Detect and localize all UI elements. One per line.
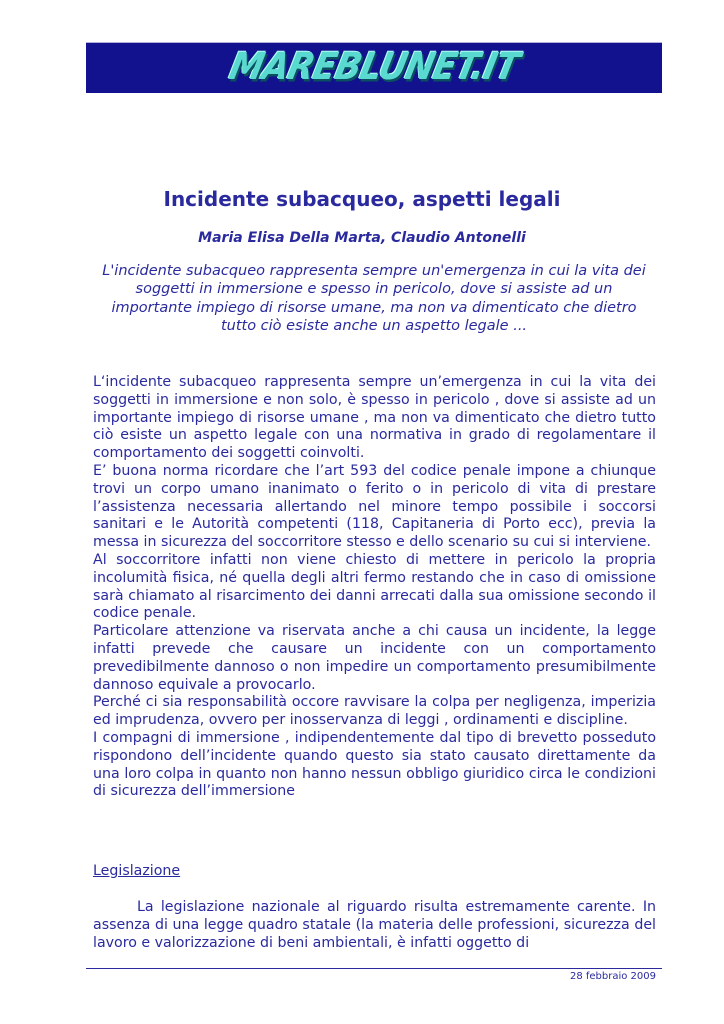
site-logo[interactable]: MAREBLUNET.IT (225, 45, 523, 89)
article-title: Incidente subacqueo, aspetti legali (163, 187, 561, 211)
footer-divider (86, 968, 662, 969)
body-paragraph: Perché ci sia responsabilità occore ravvisare la colpa per negligenza, imperizia ed imprudenza, ovvero per inosservanza di leggi , ordinamenti e discipline. (93, 694, 656, 729)
section-paragraph: La legislazione nazionale al riguardo risulta estremamente carente. In assenza di una legge quadro statale (la materia delle professioni, sicurezza del lavoro e valorizzazione di beni ambientali, è infatti oggetto di (93, 899, 656, 951)
article-abstract: L'incidente subacqueo rappresenta sempre un'emergenza in cui la vita dei soggetti in immersione e spesso in pericolo, dove si assiste ad un importante impiego di risorse umane, ma non va dimenticato che dietro tutto ciò esiste anche un aspetto legale ... (102, 263, 646, 335)
body-paragraph: Al soccorritore infatti non viene chiesto di mettere in pericolo la propria incolumità fisica, né quella degli altri fermo restando che in caso di omissione sarà chiamato al risarcimento dei danni arrecati dalla sua omissione secondo il codice penale. (93, 551, 656, 622)
body-paragraph: L‘incidente subacqueo rappresenta sempre un’emergenza in cui la vita dei soggetti in immersione e non solo, è spesso in pericolo , dove si assiste ad un importante impiego di risorse umane , ma non va dimenticato che dietro tutto ciò esiste un aspetto legale con una normativa in grado di regolamentare il comportamento dei soggetti coinvolti. (93, 374, 656, 462)
footer-date: 28 febbraio 2009 (569, 971, 656, 982)
site-banner (86, 42, 662, 93)
article-body (93, 374, 656, 801)
article-authors: Maria Elisa Della Marta, Claudio Antonelli (198, 230, 526, 246)
section-heading: Legislazione (93, 863, 181, 879)
body-paragraph: E’ buona norma ricordare che l’art 593 del codice penale impone a chiunque trovi un corpo umano inanimato o ferito o in pericolo di vita di prestare l’assistenza necessaria allertando nel minore tempo possibile i soccorsi sanitari e le Autorità competenti (118, Capitaneria di Porto ecc), previa la messa in sicurezza del soccorritore stesso e dello scenario su cui si interviene. (93, 462, 656, 551)
body-paragraph: I compagni di immersione , indipendentemente dal tipo di brevetto posseduto rispondono dell’incidente quando questo sia stato causato direttamente da una loro colpa in quanto non hanno nessun obbligo giuridico circa le condizioni di sicurezza dell’immersione (93, 729, 656, 800)
body-paragraph: Particolare attenzione va riservata anche a chi causa un incidente, la legge infatti prevede che causare un incidente con un comportamento prevedibilmente dannoso o non impedire un comportamento presumibilmente dannoso equivale a provocarlo. (93, 623, 656, 693)
